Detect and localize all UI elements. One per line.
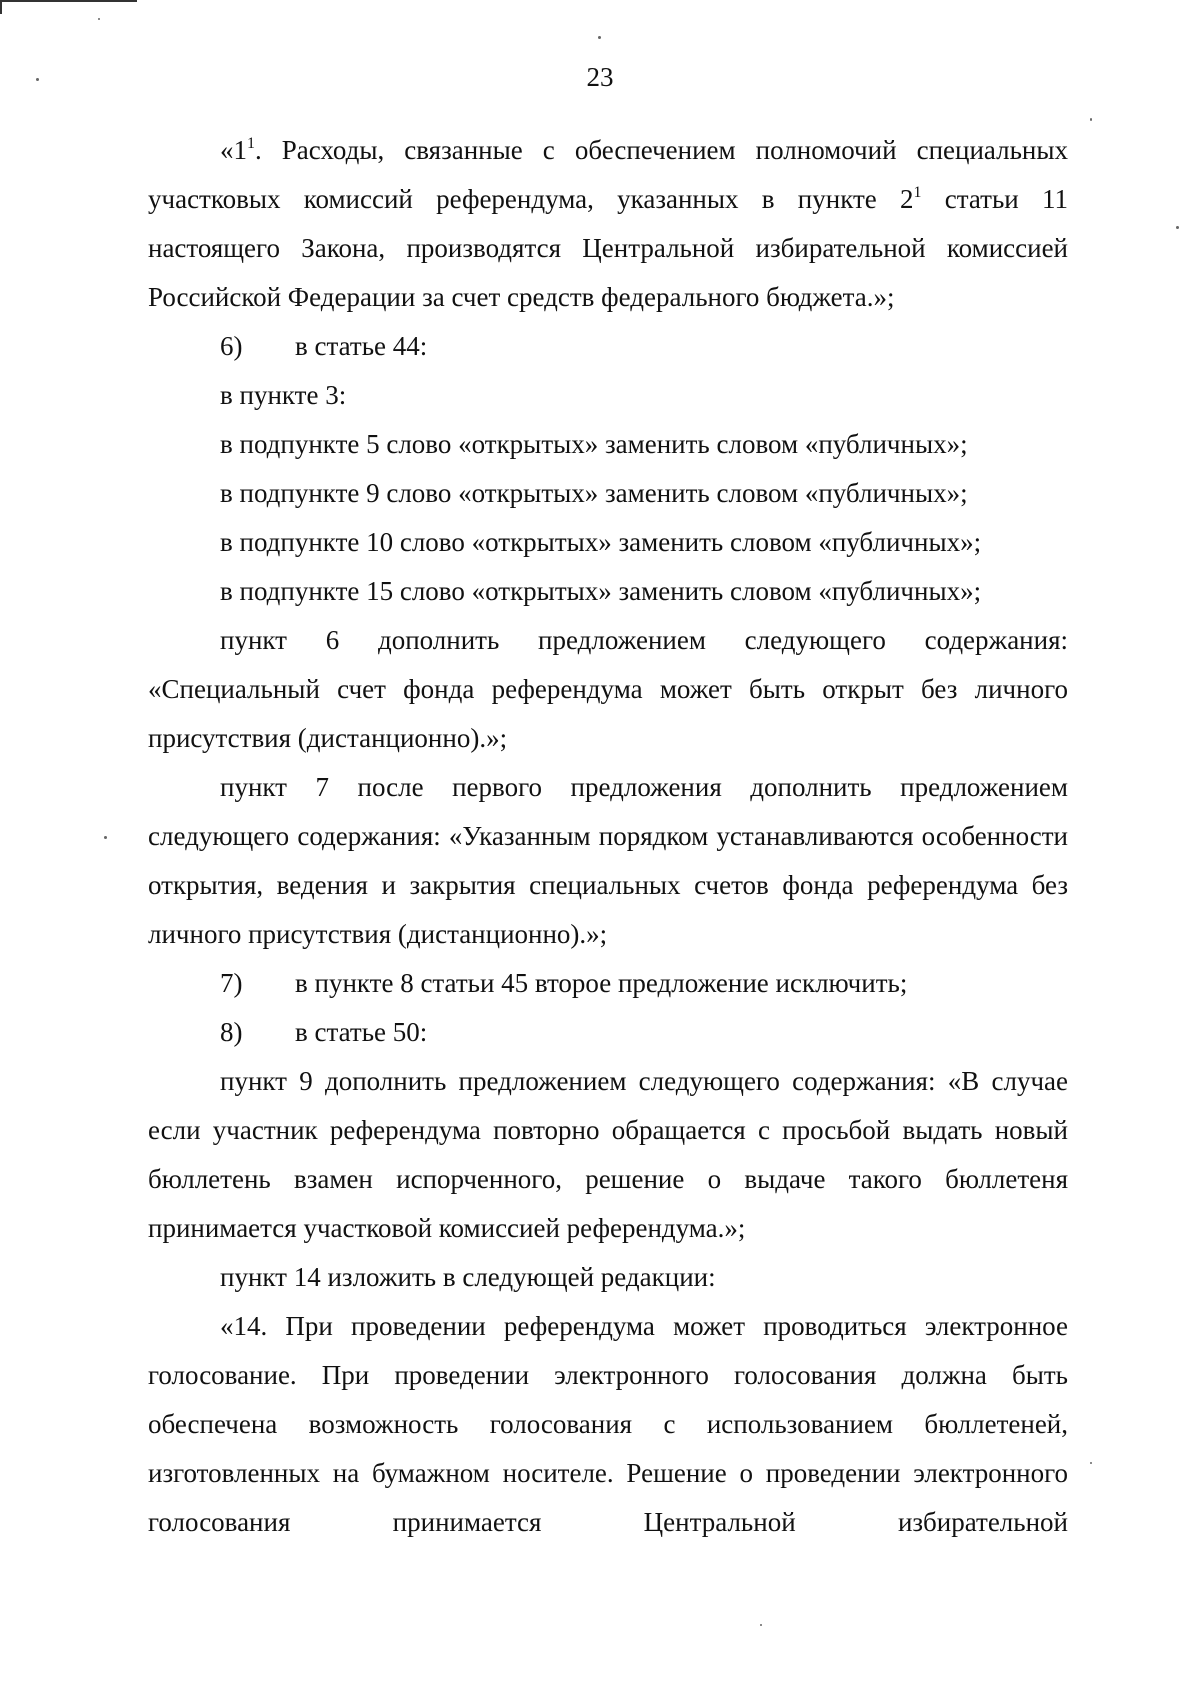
list-item-6: 6) в статье 44: <box>148 322 1068 371</box>
paragraph-9: пункт 7 после первого предложения дополнить предложением следующего содержания: «Указанным порядком устанавливаются особенности открытия, ведения и закрытия специальных счетов фонда референдума без личного присутствия (дистанционно).»; <box>148 772 1068 949</box>
scan-speck <box>1176 226 1179 229</box>
paragraph-3: в пункте 3: <box>220 380 347 410</box>
scan-speck <box>598 36 601 39</box>
scan-corner-mark <box>0 0 137 14</box>
paragraph-12: пункт 9 дополнить предложением следующего содержания: «В случае если участник референдума повторно обращается с просьбой выдать новый бюллетень взамен испорченного, решение о выдаче такого бюллетеня принимается участковой комиссией референдума.»; <box>148 1066 1068 1243</box>
scan-speck <box>760 1624 762 1626</box>
document-body <box>148 126 1068 1547</box>
scan-speck <box>98 18 100 20</box>
paragraph-4: в подпункте 5 слово «открытых» заменить словом «публичных»; <box>220 429 968 459</box>
paragraph-5: в подпункте 9 слово «открытых» заменить словом «публичных»; <box>220 478 968 508</box>
page-number: 23 <box>586 62 614 92</box>
paragraph-6: в подпункте 10 слово «открытых» заменить словом «публичных»; <box>220 527 982 557</box>
scan-speck <box>104 836 107 839</box>
scan-speck <box>1090 118 1092 121</box>
item-number: 6) <box>220 331 243 361</box>
superscript: 1 <box>913 184 922 201</box>
superscript: 1 <box>247 135 255 152</box>
scan-speck <box>36 78 39 81</box>
paragraph-13: пункт 14 изложить в следующей редакции: <box>220 1262 716 1292</box>
paragraph-7: в подпункте 15 слово «открытых» заменить словом «публичных»; <box>220 576 982 606</box>
paragraph-8: пункт 6 дополнить предложением следующего содержания: «Специальный счет фонда референдума может быть открыт без личного присутствия (дистанционно).»; <box>148 625 1068 753</box>
paragraph-14: «14. При проведении референдума может проводиться электронное голосование. При проведении электронного голосования должна быть обеспечена возможность голосования с использованием бюллетеней, изготовленных на бумажном носителе. Решение о проведении электронного голосования принимается Центральной избирательной <box>148 1311 1068 1537</box>
item-number: 7) <box>220 968 243 998</box>
list-item-8: 8) в статье 50: <box>148 1008 1068 1057</box>
list-item-7: 7) в пункте 8 статьи 45 второе предложение исключить; <box>148 959 1068 1008</box>
scan-speck <box>1090 1462 1092 1464</box>
item-number: 8) <box>220 1017 243 1047</box>
paragraph-1: «$1^1$. Расходы, связанные с обеспечением полномочий специальных участковых комиссий референдума, указанных в пункте $2^1$ статьи 11 настоящего Закона, производятся Центральной избирательной комиссией Российской Федерации за счет средств федерального бюджета.»; <box>148 135 1068 312</box>
